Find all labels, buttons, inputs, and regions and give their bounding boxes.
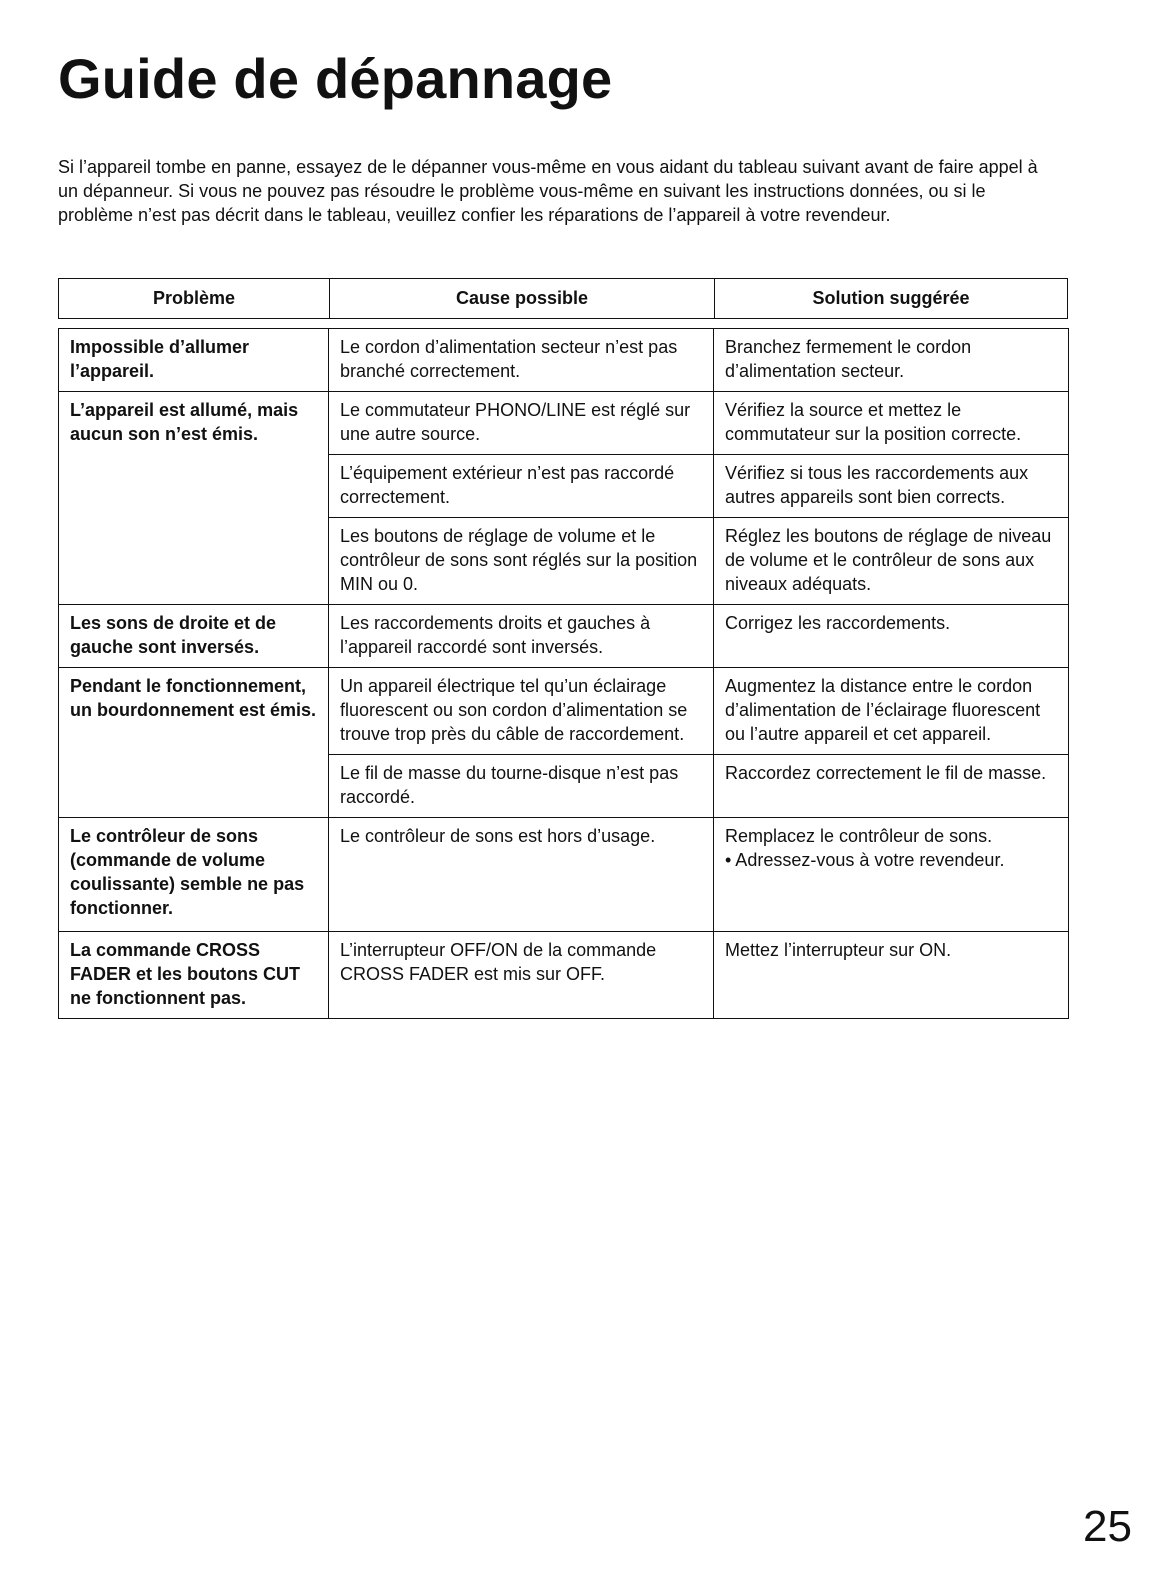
cause-cell: Le contrôleur de sons est hors d’usage. [329, 818, 714, 932]
problem-cell: Les sons de droite et de gauche sont inversés. [59, 605, 329, 668]
solution-cell: Mettez l’interrupteur sur ON. [714, 932, 1069, 1019]
troubleshooting-table [58, 328, 1069, 1019]
table-row [59, 605, 1069, 668]
cause-cell: L’équipement extérieur n’est pas raccordé correctement. [329, 455, 714, 518]
cause-cell: Les raccordements droits et gauches à l’appareil raccordé sont inversés. [329, 605, 714, 668]
solution-cell: Réglez les boutons de réglage de niveau de volume et le contrôleur de sons aux niveaux adéquats. [714, 518, 1069, 605]
table-row [59, 668, 1069, 755]
solution-cell [714, 818, 1069, 932]
table-header [58, 278, 1068, 319]
problem-cell: Le contrôleur de sons (commande de volume coulissante) semble ne pas fonctionner. [59, 818, 329, 932]
cause-cell: L’interrupteur OFF/ON de la commande CROSS FADER est mis sur OFF. [329, 932, 714, 1019]
solution-text: Remplacez le contrôleur de sons. [725, 826, 993, 846]
cause-cell: Un appareil électrique tel qu’un éclairage fluorescent ou son cordon d’alimentation se trouve trop près du câble de raccordement. [329, 668, 714, 755]
problem-cell: L’appareil est allumé, mais aucun son n’est émis. [59, 392, 329, 605]
cause-cell: Le commutateur PHONO/LINE est réglé sur une autre source. [329, 392, 714, 455]
solution-note: • Adressez-vous à votre revendeur. [725, 850, 1005, 870]
problem-cell: Pendant le fonctionnement, un bourdonnement est émis. [59, 668, 329, 818]
table-row [59, 932, 1069, 1019]
table-row [59, 329, 1069, 392]
solution-cell: Vérifiez si tous les raccordements aux autres appareils sont bien corrects. [714, 455, 1069, 518]
cause-cell: Le fil de masse du tourne-disque n’est pas raccordé. [329, 755, 714, 818]
header-solution: Solution suggérée [714, 279, 1067, 318]
table-row [59, 392, 1069, 455]
solution-cell: Branchez fermement le cordon d’alimentation secteur. [714, 329, 1069, 392]
header-cause: Cause possible [329, 279, 714, 318]
cause-cell: Les boutons de réglage de volume et le contrôleur de sons sont réglés sur la position MIN ou 0. [329, 518, 714, 605]
page-number: 25 [1083, 1502, 1132, 1551]
solution-cell: Augmentez la distance entre le cordon d’alimentation de l’éclairage fluorescent ou l’autre appareil et cet appareil. [714, 668, 1069, 755]
solution-cell: Vérifiez la source et mettez le commutateur sur la position correcte. [714, 392, 1069, 455]
page-title: Guide de dépannage [58, 47, 613, 110]
header-problem: Problème [152, 288, 236, 308]
cause-cell: Le cordon d’alimentation secteur n’est pas branché correctement. [329, 329, 714, 392]
intro-paragraph: Si l’appareil tombe en panne, essayez de le dépanner vous-même en vous aidant du tableau suivant avant de faire appel à un dépanneur. Si vous ne pouvez pas résoudre le problème vous-même en suivant les instructions données, ou si le problème n’est pas décrit dans le tableau, veuillez confier les réparations de l’appareil à votre revendeur. [58, 157, 1038, 225]
solution-cell: Raccordez correctement le fil de masse. [714, 755, 1069, 818]
problem-cell: Impossible d’allumer l’appareil. [59, 329, 329, 392]
solution-cell: Corrigez les raccordements. [714, 605, 1069, 668]
problem-cell: La commande CROSS FADER et les boutons CUT ne fonctionnent pas. [59, 932, 329, 1019]
table-row [59, 818, 1069, 932]
